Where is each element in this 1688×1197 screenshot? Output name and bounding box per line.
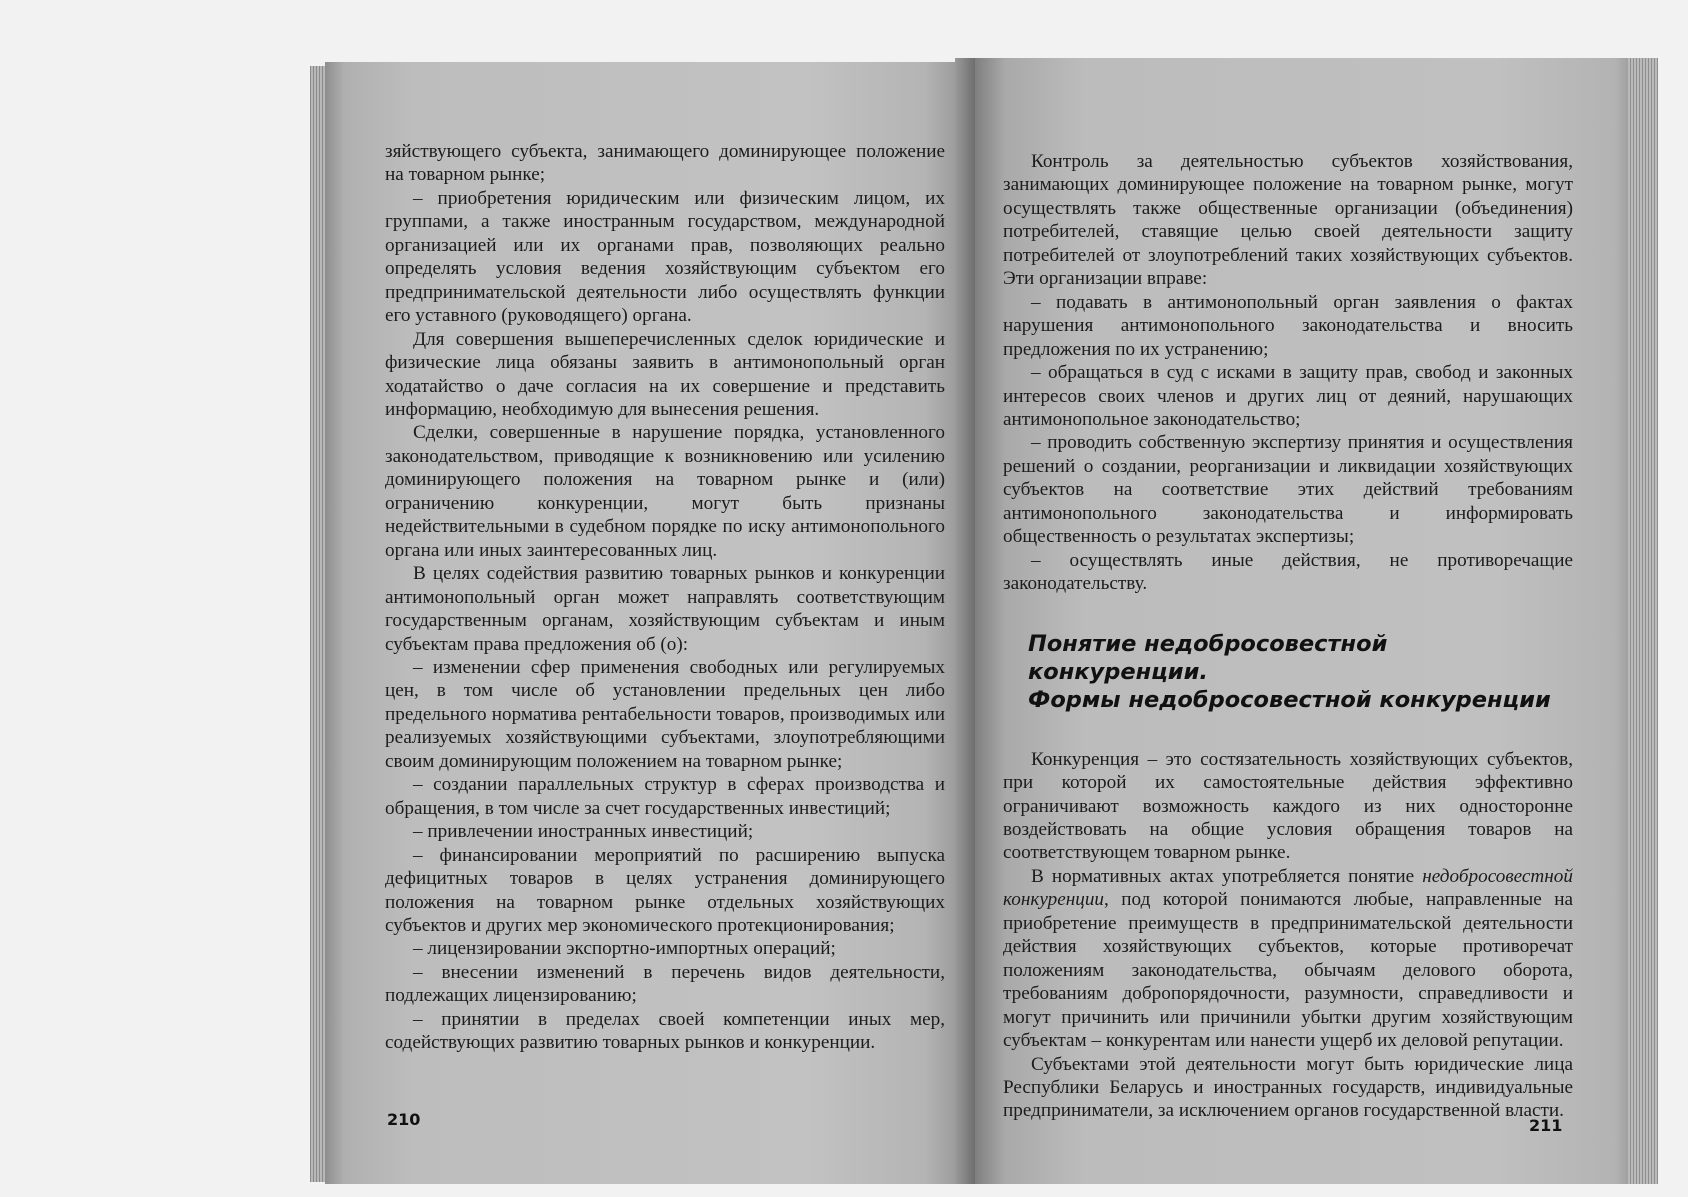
paragraph: Для совершения вышеперечисленных сделок юридические и физические лица обязаны заявить в антимонопольный орган ходатайство о даче согласия на их совершение и представить информацию, необходимую для вынесения решения. (385, 328, 945, 420)
paragraph: Контроль за деятельностью субъектов хозяйствования, занимающих доминирующее положение на товарном рынке, могут осуществлять также общественные организации (объединения) потребителей, ставящие целью своей деятельности защиту потребителей от злоупотреблений таких хозяйствующих субъектов. Эти организации вправе: (1003, 151, 1573, 290)
paragraph: – подавать в антимонопольный орган заявления о фактах нарушения антимонопольного законодательства и вносить предложения по их устранению; (1003, 291, 1573, 360)
paragraph: – внесении изменений в перечень видов деятельности, подлежащих лицензированию; (385, 961, 945, 1007)
paragraph: Сделки, совершенные в нарушение порядка, установленного законодательством, приводящие к возникновению или усилению доминирующего положения на товарном рынке и (или) ограничению конкуренции, могут быть признаны недействительными в судебном порядке по иску антимонопольного органа или иных заинтересованных лиц. (385, 422, 945, 561)
section-heading (1003, 630, 1573, 714)
left-page-text (385, 140, 945, 1055)
right-page-text (1003, 150, 1573, 1123)
paragraph: – принятии в пределах своей компетенции иных мер, содействующих развитию товарных рынков и конкуренции. (385, 1008, 945, 1054)
paragraph: – осуществлять иные действия, не противоречащие законодательству. (1003, 549, 1573, 595)
section-heading-line1: Понятие недобросовестной конкуренции. (1028, 630, 1388, 685)
paragraph (1003, 865, 1573, 1053)
paragraph-text: , под которой понимаются любые, направленные на приобретение преимуществ в предпринимательской деятельности действия хозяйствующих субъектов, которые противоречат положениям законодательства, обычаям делового оборота, требованиям добропорядочности, разумности, справедливости и могут причинить или причинили убытки другим хозяйствующим субъектам – конкурентам или нанести ущерб их деловой репутации. (1003, 889, 1573, 1052)
paragraph-text: В нормативных актах употребляется понятие (1031, 865, 1423, 887)
left-page (325, 62, 975, 1184)
page-number-left: 210 (387, 1110, 421, 1129)
paragraph: – изменении сфер применения свободных или регулируемых цен, в том числе об установлении предельных цен либо предельного норматива рентабельности товаров, производимых или реализуемых хозяйствующими субъектами, злоупотребляющими своим доминирующим положением на товарном рынке; (385, 656, 945, 772)
paragraph: – лицензировании экспортно-импортных операций; (413, 938, 836, 960)
paragraph: – создании параллельных структур в сферах производства и обращения, в том числе за счет государственных инвестиций; (385, 774, 945, 819)
paragraph: зяйствующего субъекта, занимающего доминирующее положение на товарном рынке; (385, 141, 945, 186)
italic-term: недобросовестной конкуренции (1003, 865, 1573, 911)
section-heading-line2: Формы недобросовестной конкуренции (1028, 686, 1551, 713)
paragraph: Конкуренция – это состязательность хозяйствующих субъектов, при которой их самостоятельные действия эффективно ограничивают возможность каждого из них односторонне воздействовать на общие условия обращения товаров на соответствующем товарном рынке. (1003, 748, 1573, 864)
right-page (975, 58, 1633, 1184)
paragraph: – проводить собственную экспертизу принятия и осуществления решений о создании, реорганизации и ликвидации хозяйствующих субъектов на соответствие этих действий требованиям антимонопольного законодательства и информировать общественность о результатах экспертизы; (1003, 432, 1573, 548)
paragraph: – приобретения юридическим или физическим лицом, их группами, а также иностранным государством, международной организацией или их органами прав, позволяющих реально определять условия ведения хозяйствующим субъектом его предпринимательской деятельности либо осуществлять функции его уставного (руководящего) органа. (385, 187, 945, 327)
right-page-edges (1628, 58, 1658, 1184)
page-number-right: 211 (1529, 1116, 1563, 1135)
paragraph: – обращаться в суд с исками в защиту прав, свобод и законных интересов своих членов и других лиц от деяний, нарушающих антимонопольное законодательство; (1003, 362, 1573, 430)
paragraph: В целях содействия развитию товарных рынков и конкуренции антимонопольный орган может направлять соответствующим государственным органам, хозяйствующим субъектам и иным субъектам права предложения об (о): (385, 563, 945, 655)
paragraph: – финансировании мероприятий по расширению выпуска дефицитных товаров в целях устранения доминирующего положения на товарном рынке отдельных хозяйствующих субъектов и других мер экономического протекционирования; (385, 844, 945, 936)
paragraph: Субъектами этой деятельности могут быть юридические лица Республики Беларусь и иностранных государств, индивидуальные предприниматели, за исключением органов государственной власти. (1003, 1053, 1573, 1122)
paragraph: – привлечении иностранных инвестиций; (413, 821, 754, 843)
